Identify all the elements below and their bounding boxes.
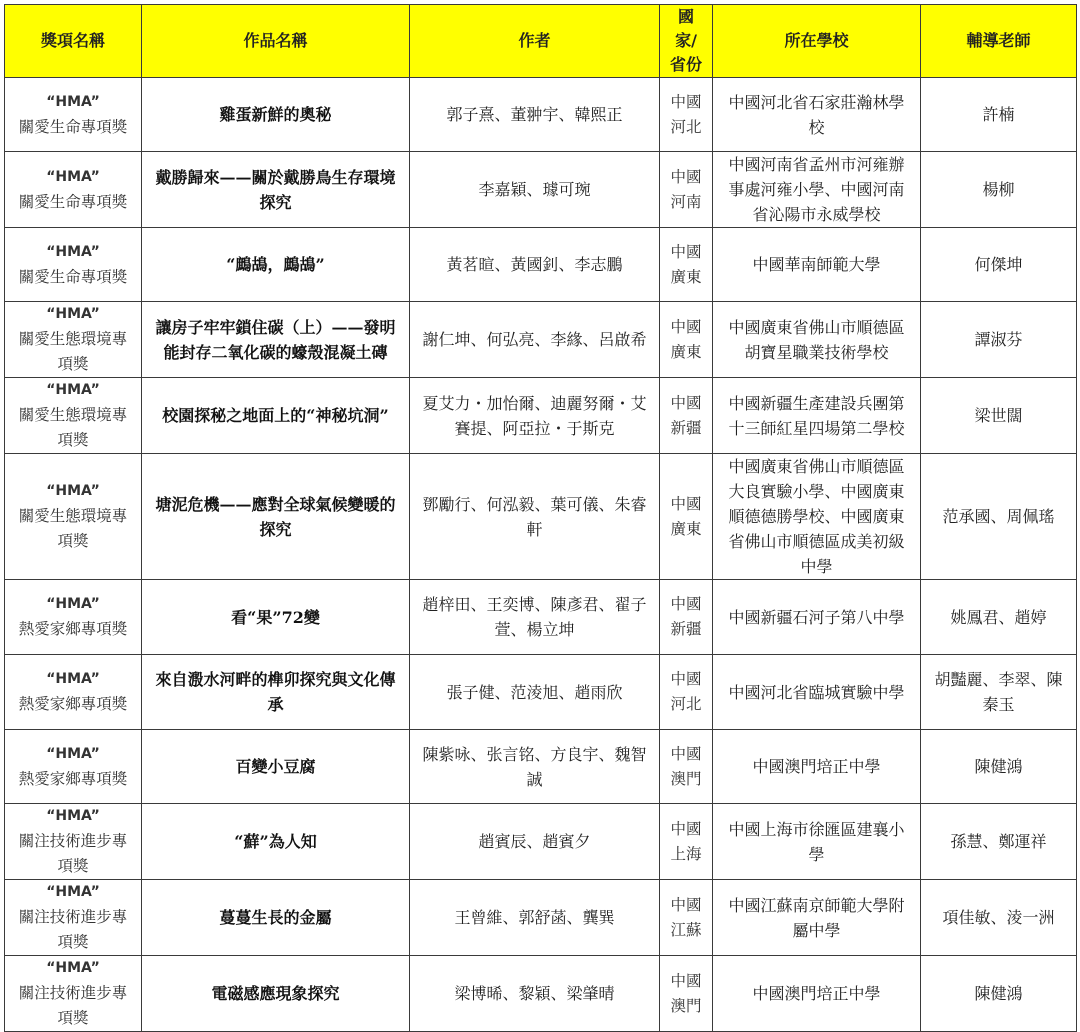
- authors-cell: 黃茗暄、黃國釗、李志鵬: [410, 228, 660, 302]
- award-name: 關注技術進步專項獎: [18, 984, 128, 1027]
- country-cell: 中國河北: [660, 655, 713, 730]
- table-row: [5, 78, 1077, 152]
- work-title-cell: 塘泥危機——應對全球氣候變暖的探究: [142, 454, 410, 580]
- country-cell: 中國江蘇: [660, 880, 713, 956]
- award-cell: [5, 378, 142, 454]
- work-title-cell: “蘚”為人知: [142, 804, 410, 880]
- award-cell: [5, 580, 142, 655]
- award-name: 關愛生態環境專項獎: [18, 406, 128, 449]
- award-hma-label: “HMA”: [46, 596, 100, 612]
- header-author: 作者: [410, 5, 660, 78]
- award-hma-label: “HMA”: [46, 671, 100, 687]
- work-title-cell: 百變小豆腐: [142, 730, 410, 804]
- header-school: 所在學校: [713, 5, 921, 78]
- award-cell: [5, 302, 142, 378]
- award-hma-label: “HMA”: [46, 168, 100, 185]
- header-row: [5, 5, 1077, 78]
- table-row: [5, 730, 1077, 804]
- award-table: [4, 4, 1077, 1032]
- country-cell: 中國廣東: [660, 228, 713, 302]
- award-hma-label: “HMA”: [46, 808, 100, 824]
- award-name: 熱愛家鄉專項獎: [18, 620, 128, 638]
- teacher-cell: 胡豔麗、李翠、陳秦玉: [921, 655, 1077, 730]
- work-title-cell: 戴勝歸來——關於戴勝鳥生存環境探究: [142, 152, 410, 228]
- country-cell: 中國新疆: [660, 378, 713, 454]
- country-cell: 中國河南: [660, 152, 713, 228]
- school-cell: 中國河南省孟州市河雍辦事處河雍小學、中國河南省沁陽市永威學校: [713, 152, 921, 228]
- award-name: 熱愛家鄉專項獎: [18, 769, 128, 788]
- header-country: 國家/省份: [660, 5, 713, 78]
- work-title-cell: 雞蛋新鮮的奧秘: [142, 78, 410, 152]
- award-cell: [5, 454, 142, 580]
- award-hma-label: “HMA”: [46, 382, 100, 398]
- country-cell: 中國澳門: [660, 956, 713, 1032]
- award-name: 熱愛家鄉專項獎: [18, 695, 128, 713]
- authors-cell: 陳紫咏、张言铭、方良宇、魏智誠: [410, 730, 660, 804]
- award-cell: [5, 730, 142, 804]
- teacher-cell: 譚淑芬: [921, 302, 1077, 378]
- teacher-cell: 范承國、周佩瑤: [921, 454, 1077, 580]
- school-cell: 中國澳門培正中學: [713, 730, 921, 804]
- award-hma-label: “HMA”: [46, 243, 100, 260]
- award-cell: [5, 152, 142, 228]
- teacher-cell: 何傑坤: [921, 228, 1077, 302]
- award-name: 關愛生命專項獎: [18, 192, 128, 211]
- award-hma-label: “HMA”: [46, 306, 100, 322]
- award-cell: [5, 655, 142, 730]
- table-row: [5, 152, 1077, 228]
- authors-cell: 謝仁坤、何弘亮、李緣、呂啟希: [410, 302, 660, 378]
- school-cell: 中國華南師範大學: [713, 228, 921, 302]
- award-cell: [5, 880, 142, 956]
- country-cell: 中國廣東: [660, 302, 713, 378]
- table-row: [5, 228, 1077, 302]
- country-cell: 中國河北: [660, 78, 713, 152]
- school-cell: 中國廣東省佛山市順德區胡寶星職業技術學校: [713, 302, 921, 378]
- authors-cell: 鄧勵行、何泓毅、葉可儀、朱睿軒: [410, 454, 660, 580]
- teacher-cell: 項佳敏、淩一洲: [921, 880, 1077, 956]
- award-cell: [5, 78, 142, 152]
- award-name: 關注技術進步專項獎: [18, 908, 128, 951]
- authors-cell: 梁博晞、黎穎、梁肇晴: [410, 956, 660, 1032]
- award-hma-label: “HMA”: [46, 884, 100, 900]
- authors-cell: 夏艾力・加怡爾、迪麗努爾・艾賽提、阿亞拉・于斯克: [410, 378, 660, 454]
- school-cell: 中國上海市徐匯區建襄小學: [713, 804, 921, 880]
- header-award: 獎項名稱: [5, 5, 142, 78]
- teacher-cell: 姚鳳君、趙婷: [921, 580, 1077, 655]
- work-title-cell: 看“果”72變: [142, 580, 410, 655]
- school-cell: 中國新疆生產建設兵團第十三師紅星四場第二學校: [713, 378, 921, 454]
- award-name: 關愛生命專項獎: [18, 117, 128, 136]
- table-row: [5, 655, 1077, 730]
- table-row: [5, 580, 1077, 655]
- school-cell: 中國廣東省佛山市順德區大良實驗小學、中國廣東順德德勝學校、中國廣東省佛山市順德區成美初級中學: [713, 454, 921, 580]
- award-name: 關愛生態環境專項獎: [18, 330, 128, 373]
- award-name: 關注技術進步專項獎: [18, 832, 128, 875]
- authors-cell: 趙梓田、王奕博、陳彥君、翟子萱、楊立坤: [410, 580, 660, 655]
- header-teacher: 輔導老師: [921, 5, 1077, 78]
- authors-cell: 趙賓辰、趙賓夕: [410, 804, 660, 880]
- work-title-cell: 讓房子牢牢鎖住碳（上）——發明能封存二氧化碳的蠔殼混凝土磚: [142, 302, 410, 378]
- country-cell: 中國新疆: [660, 580, 713, 655]
- work-title-cell: 電磁感應現象探究: [142, 956, 410, 1032]
- table-row: [5, 880, 1077, 956]
- authors-cell: 李嘉穎、璩可琬: [410, 152, 660, 228]
- award-hma-label: “HMA”: [46, 745, 100, 762]
- authors-cell: 張子健、范淩旭、趙雨欣: [410, 655, 660, 730]
- school-cell: 中國澳門培正中學: [713, 956, 921, 1032]
- table-row: [5, 302, 1077, 378]
- authors-cell: 王曾維、郭舒菡、龔巽: [410, 880, 660, 956]
- school-cell: 中國河北省臨城實驗中學: [713, 655, 921, 730]
- school-cell: 中國新疆石河子第八中學: [713, 580, 921, 655]
- award-hma-label: “HMA”: [46, 93, 100, 110]
- country-cell: 中國上海: [660, 804, 713, 880]
- award-name: 關愛生態環境專項獎: [18, 507, 128, 550]
- work-title-cell: 來自溵水河畔的榫卯探究與文化傳承: [142, 655, 410, 730]
- school-cell: 中國河北省石家莊瀚林學校: [713, 78, 921, 152]
- header-work: 作品名稱: [142, 5, 410, 78]
- table-row: [5, 956, 1077, 1032]
- award-cell: [5, 956, 142, 1032]
- teacher-cell: 梁世闊: [921, 378, 1077, 454]
- table-row: [5, 454, 1077, 580]
- table-row: [5, 804, 1077, 880]
- teacher-cell: 楊柳: [921, 152, 1077, 228]
- country-cell: 中國澳門: [660, 730, 713, 804]
- teacher-cell: 孫慧、鄭運祥: [921, 804, 1077, 880]
- award-cell: [5, 228, 142, 302]
- table-body: [5, 78, 1077, 1032]
- teacher-cell: 許楠: [921, 78, 1077, 152]
- teacher-cell: 陳健鴻: [921, 730, 1077, 804]
- teacher-cell: 陳健鴻: [921, 956, 1077, 1032]
- award-hma-label: “HMA”: [46, 960, 100, 976]
- award-hma-label: “HMA”: [46, 483, 100, 499]
- country-cell: 中國廣東: [660, 454, 713, 580]
- school-cell: 中國江蘇南京師範大學附屬中學: [713, 880, 921, 956]
- award-cell: [5, 804, 142, 880]
- work-title-cell: “鷓鴣，鷓鴣”: [142, 228, 410, 302]
- table-row: [5, 378, 1077, 454]
- work-title-cell: 蔓蔓生長的金屬: [142, 880, 410, 956]
- award-name: 關愛生命專項獎: [18, 267, 128, 286]
- table-header: [5, 5, 1077, 78]
- work-title-cell: 校園探秘之地面上的“神秘坑洞”: [142, 378, 410, 454]
- authors-cell: 郭子熹、董翀宇、韓熙正: [410, 78, 660, 152]
